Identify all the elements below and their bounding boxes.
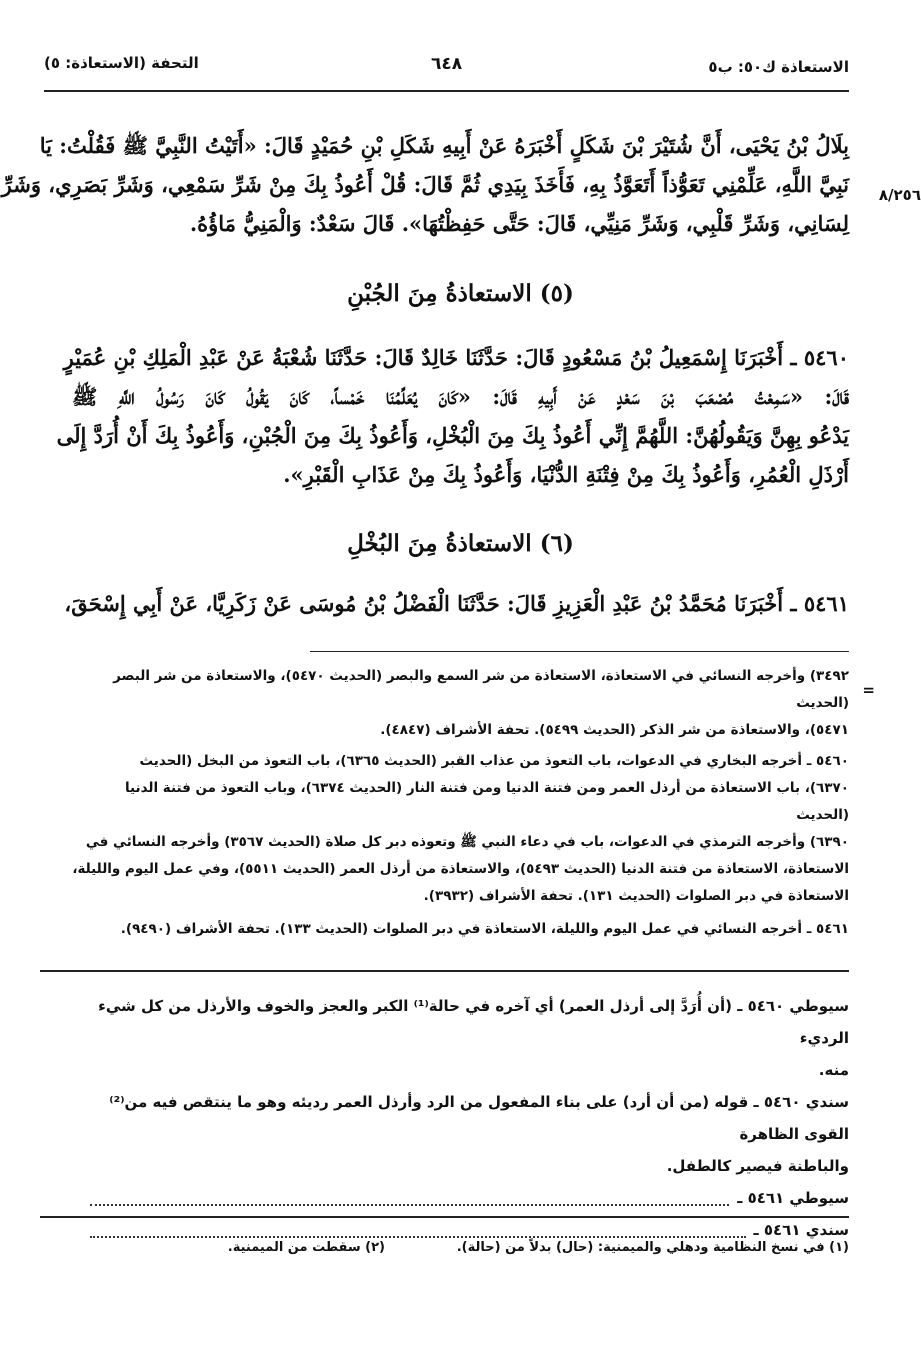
commentary-line: سيوطي ٥٤٦٠ ـ (أن أُرَدَّ إلى أرذل العمر) أي آخره في حالة⁽¹⁾ الكبر والعجز والخوف والأرذل من كل شيء الرديء — [98, 997, 849, 1047]
text-line: يَدْعُو بِهِنَّ وَيَقُولُهُنَّ: اللَّهُمَّ إِنِّي أَعُوذُ بِكَ مِنَ الْبُخْلِ، وَأَعُوذُ بِكَ مِنَ الْجُبْنِ، وَأَعُوذُ بِكَ أَنْ أُرَدَّ إِلَى — [56, 423, 849, 448]
dotted-leader — [90, 1204, 729, 1206]
dotted-leader — [90, 1236, 746, 1238]
footnote-3492 — [72, 663, 849, 744]
footnote-line: ٦٣٩٠) وأخرجه الترمذي في الدعوات، باب في دعاء النبي ﷺ وتعوذه دبر كل صلاة (الحديث ٣٥٦٧) وأخرجه النسائي في — [85, 834, 849, 850]
text-line: ٥٤٦٠ ـ أَخْبَرَنَا إِسْمَعِيلُ بْنُ مَسْعُودٍ قَالَ: حَدَّثَنَا خَالِدٌ قَالَ: حَدَّثَنَا شُعْبَةُ عَنْ عَبْدِ الْمَلِكِ بْنِ عُمَيْرٍ — [63, 345, 849, 370]
footnotes — [72, 663, 849, 943]
page-number: ٦٤٨ — [431, 54, 463, 74]
footnote-line: ٥٤٦٠ ـ أخرجه البخاري في الدعوات، باب التعوذ من عذاب القبر (الحديث ٦٣٦٥)، باب التعوذ من البخل (الحديث — [139, 753, 849, 769]
commentary-label: سيوطي ٥٤٦١ ـ — [737, 1189, 849, 1207]
text-line: أَرْذَلِ الْعُمُرِ، وَأَعُوذُ بِكَ مِنْ فِتْنَةِ الدُّنْيَا، وَأَعُوذُ بِكَ مِنْ عَذَابِ الْقَبْرِ». — [283, 462, 849, 487]
footnote-continuation-marker: = — [862, 681, 875, 699]
footnote-rule — [310, 651, 849, 652]
footnote-line: ٥٤٧١)، والاستعاذة من شر الذكر (الحديث ٥٤٩٩). تحفة الأشراف (٤٨٤٧). — [380, 722, 849, 738]
footnote-line: الاستعاذة، الاستعاذة من فتنة الدنيا (الحديث ٥٤٩٣)، والاستعاذة من أرذل العمر (الحديث ٥٥١١)، وفي عمل اليوم والليلة، — [72, 861, 849, 877]
margin-volume-ref: ٨/٢٥٦ — [878, 186, 921, 204]
text-line: نَبِيَّ اللَّهِ، عَلِّمْنِي تَعَوُّذاً أَتَعَوَّذُ بِهِ، فَأَخَذَ بِيَدِي ثُمَّ قَالَ: قُلْ أَعُوذُ بِكَ مِنْ شَرِّ سَمْعِي، وَشَرِّ بَصَرِي، وَشَرِّ — [1, 172, 849, 197]
commentary-label: سندي ٥٤٦١ ـ — [753, 1221, 849, 1239]
footnote-5461 — [72, 916, 849, 943]
footnote-line: ٦٣٧٠)، باب الاستعاذة من أرذل العمر ومن فتنة الدنيا ومن فتنة النار (الحديث ٦٣٧٤)، وباب التعوذ من فتنة الدنيا (الحديث — [124, 780, 849, 823]
commentary-dotted-entry — [72, 1182, 849, 1214]
text-line: لِسَانِي، وَشَرِّ قَلْبِي، وَشَرِّ مَنِيِّي، قَالَ: حَتَّى حَفِظْتُهَا». قَالَ سَعْدٌ: وَالْمَنِيُّ مَاؤُهُ. — [189, 211, 849, 236]
hadith-5461-text — [64, 584, 849, 623]
commentary — [72, 990, 849, 1246]
footnote-line: ٥٤٦١ ـ أخرجه النسائي في عمل اليوم والليلة، الاستعاذة في دبر الصلوات (الحديث ١٣٣). تحفة الأشراف (٩٤٩٠). — [120, 921, 849, 937]
text-line: قَالَ: «سَمِعْتُ مُصْعَبَ بْنَ سَعْدٍ عَنْ أَبِيهِ قَالَ: «كَانَ يُعَلِّمُنَا خَمْساً، كَانَ يَقُولُ كَانَ رَسُولُ اللَّهِ ﷺ — [72, 384, 849, 409]
footnote-line: الاستعاذة في دبر الصلوات (الحديث ١٣١). تحفة الأشراف (٣٩٣٢). — [423, 888, 849, 904]
section-title-5: (٥) الاستعاذةُ مِنَ الجُبْنِ — [347, 280, 574, 307]
header-chapter-ref: الاستعاذة ك٥٠: ب٥ — [708, 58, 849, 76]
commentary-line: سندي ٥٤٦٠ ـ قوله (من أن أرد) على بناء المفعول من الرد وأرذل العمر رديئه وهو ما ينتقص فيه من⁽²⁾ القوى الظاهرة — [109, 1093, 849, 1143]
header-tuhfa-ref: التحفة (الاستعاذة: ٥) — [44, 54, 199, 72]
bottom-note-2: (٢) سقطت من الميمنية. — [227, 1240, 385, 1255]
hadith-5460-text — [56, 338, 849, 494]
footnote-5460 — [72, 748, 849, 910]
text-line: بِلَالُ بْنُ يَحْيَى، أَنَّ شُتَيْرَ بْنَ شَكَلٍ أَخْبَرَهُ عَنْ أَبِيهِ شَكَلِ بْنِ حُمَيْدٍ قَالَ: «أَتَيْتُ النَّبِيَّ ﷺ فَقُلْتُ: يَا — [39, 133, 849, 158]
hadith-prev-text — [1, 126, 849, 243]
bottom-rule — [40, 1216, 849, 1218]
commentary-line: منه. — [818, 1061, 849, 1079]
header-rule — [44, 90, 849, 92]
commentary-rule — [40, 970, 849, 972]
commentary-line: والباطنة فيصير كالطفل. — [666, 1157, 849, 1175]
text-line: ٥٤٦١ ـ أَخْبَرَنَا مُحَمَّدُ بْنُ عَبْدِ الْعَزِيزِ قَالَ: حَدَّثَنَا الْفَضْلُ بْنُ مُوسَى عَنْ زَكَرِيَّا، عَنْ أَبِي إِسْحَقَ، — [64, 591, 849, 616]
footnote-line: ٣٤٩٢) وأخرجه النسائي في الاستعاذة، الاستعاذة من شر السمع والبصر (الحديث ٥٤٧٠)، والاستعاذة من شر البصر (الحديث — [113, 668, 849, 711]
bottom-note-1: (١) في نسخ النظامية ودهلي والميمنية: (حال) بدلاً من (حالة). — [456, 1240, 849, 1255]
section-title-6: (٦) الاستعاذةُ مِنَ البُخْلِ — [347, 530, 574, 557]
